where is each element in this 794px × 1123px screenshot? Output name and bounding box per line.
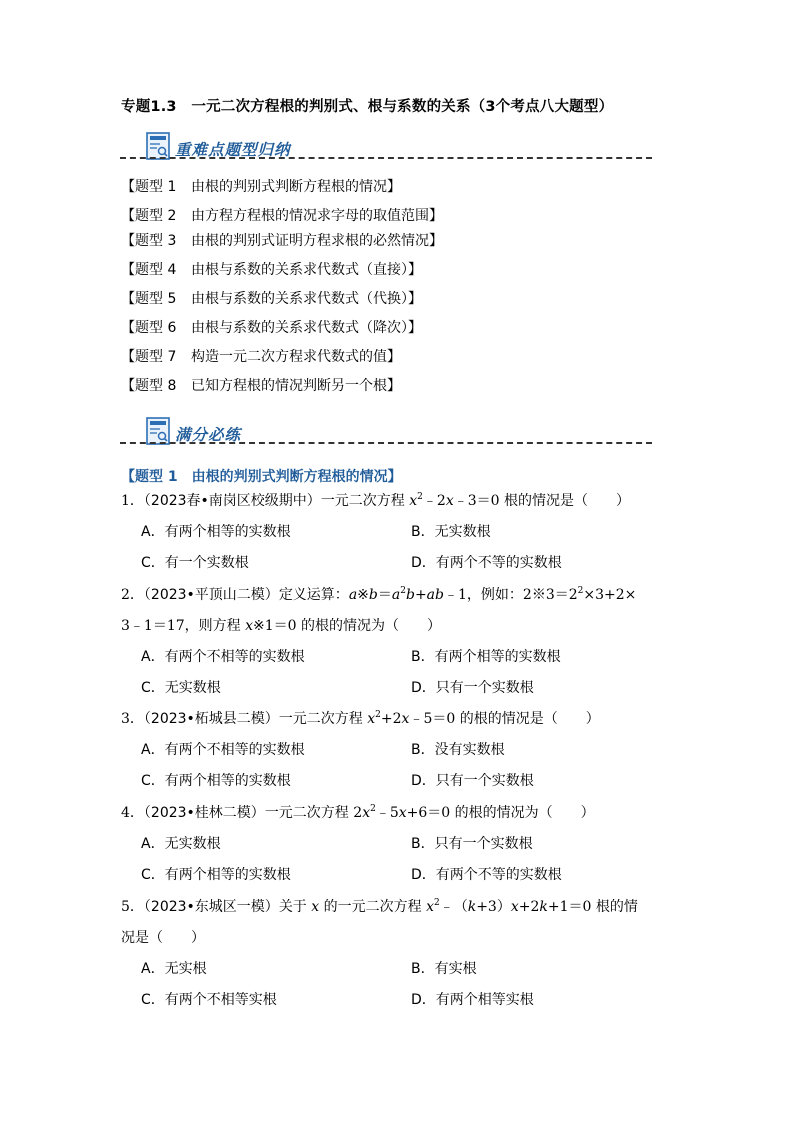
option-b[interactable]: B．有实根 [411, 961, 477, 977]
dashed-divider [120, 442, 652, 444]
question-group-title: 【题型 1 由根的判别式判断方程根的情况】 [121, 469, 402, 485]
question-stem: 3．（2023•柘城县二模）一元二次方程 $x^2+2x﹣5=0$ 的根的情况是（ ） [121, 710, 600, 727]
section-title: 满分必练 [175, 425, 242, 444]
option-c[interactable]: C．有一个实数根 [141, 555, 249, 571]
section-title: 重难点题型归纳 [175, 140, 291, 159]
dashed-divider [120, 157, 652, 159]
option-b[interactable]: B．没有实数根 [411, 742, 505, 758]
option-a[interactable]: A．有两个相等的实数根 [141, 524, 291, 540]
question-stem: 2．（2023•平顶山二模）定义运算：$a※b=a^2b+ab﹣1$，例如：$2※3=2^2\times 3+2\times$ [121, 586, 637, 603]
option-a[interactable]: A．无实数根 [141, 836, 221, 852]
document-search-icon [146, 132, 170, 160]
question-5: 5．（2023•东城区一模）关于 x 的一元二次方程 $x^2﹣(k+3)x+2k+1=0$ 根的情 况是（ ） A．无实根 B．有实根 C．有两个不相等实根 D．有两个相等实根 [121, 898, 681, 1022]
list-item: 【题型 3 由根的判别式证明方程求根的必然情况】 [121, 233, 443, 249]
list-item: 【题型 5 由根与系数的关系求代数式（代换）】 [121, 291, 422, 307]
section-header-practice [120, 417, 660, 457]
list-item: 【题型 8 已知方程根的情况判断另一个根】 [121, 378, 401, 394]
list-item: 【题型 7 构造一元二次方程求代数式的值】 [121, 349, 401, 365]
question-2: 2．（2023•平顶山二模）定义运算：$a※b=a^2b+ab﹣1$，例如：$2※3=2^2\times 3+2\times$ 3﹣1＝17，则方程 x※1＝0 的根的情况为（ ） A．有两个不相等的实数根 B．有两个相等的实数根 C．无实数根 D．只有一个实数根 [121, 586, 681, 710]
question-type-list [121, 178, 681, 406]
page-title: 专题1.3 一元二次方程根的判别式、根与系数的关系（3个考点八大题型） [121, 99, 614, 115]
option-d[interactable]: D．只有一个实数根 [411, 680, 534, 696]
question-4 [121, 804, 681, 897]
question-stem: 1．（2023春•南岗区校级期中）一元二次方程 $x^2﹣2x﹣3=0$ 根的情况是（ ） [121, 492, 631, 509]
option-c[interactable]: C．有两个相等的实数根 [141, 867, 291, 883]
option-c[interactable]: C．无实数根 [141, 680, 221, 696]
option-c[interactable]: C．有两个相等的实数根 [141, 773, 291, 789]
option-a[interactable]: A．无实根 [141, 961, 207, 977]
option-d[interactable]: D．只有一个实数根 [411, 773, 534, 789]
list-item: 【题型 6 由根与系数的关系求代数式（降次）】 [121, 320, 422, 336]
question-stem: 5．（2023•东城区一模）关于 x 的一元二次方程 $x^2﹣(k+3)x+2k+1=0$ 根的情 [121, 898, 638, 915]
option-b[interactable]: B．只有一个实数根 [411, 836, 533, 852]
option-a[interactable]: A．有两个不相等的实数根 [141, 649, 305, 665]
question-3 [121, 710, 681, 803]
option-a[interactable]: A．有两个不相等的实数根 [141, 742, 305, 758]
section-header-key-types [120, 132, 660, 172]
list-item: 【题型 4 由根与系数的关系求代数式（直接）】 [121, 262, 422, 278]
question-1 [121, 492, 681, 585]
list-item: 【题型 1 由根的判别式判断方程根的情况】 [121, 179, 401, 195]
question-stem: 4．（2023•桂林二模）一元二次方程 $2x^2﹣5x+6=0$ 的根的情况为（ ） [121, 804, 595, 821]
option-b[interactable]: B．有两个相等的实数根 [411, 649, 561, 665]
option-d[interactable]: D．有两个不等的实数根 [411, 555, 562, 571]
option-d[interactable]: D．有两个不等的实数根 [411, 867, 562, 883]
document-search-icon [146, 417, 170, 445]
option-d[interactable]: D．有两个相等实根 [411, 992, 534, 1008]
option-b[interactable]: B．无实数根 [411, 524, 491, 540]
list-item: 【题型 2 由方程方程根的情况求字母的取值范围】 [121, 208, 443, 224]
option-c[interactable]: C．有两个不相等实根 [141, 992, 277, 1008]
